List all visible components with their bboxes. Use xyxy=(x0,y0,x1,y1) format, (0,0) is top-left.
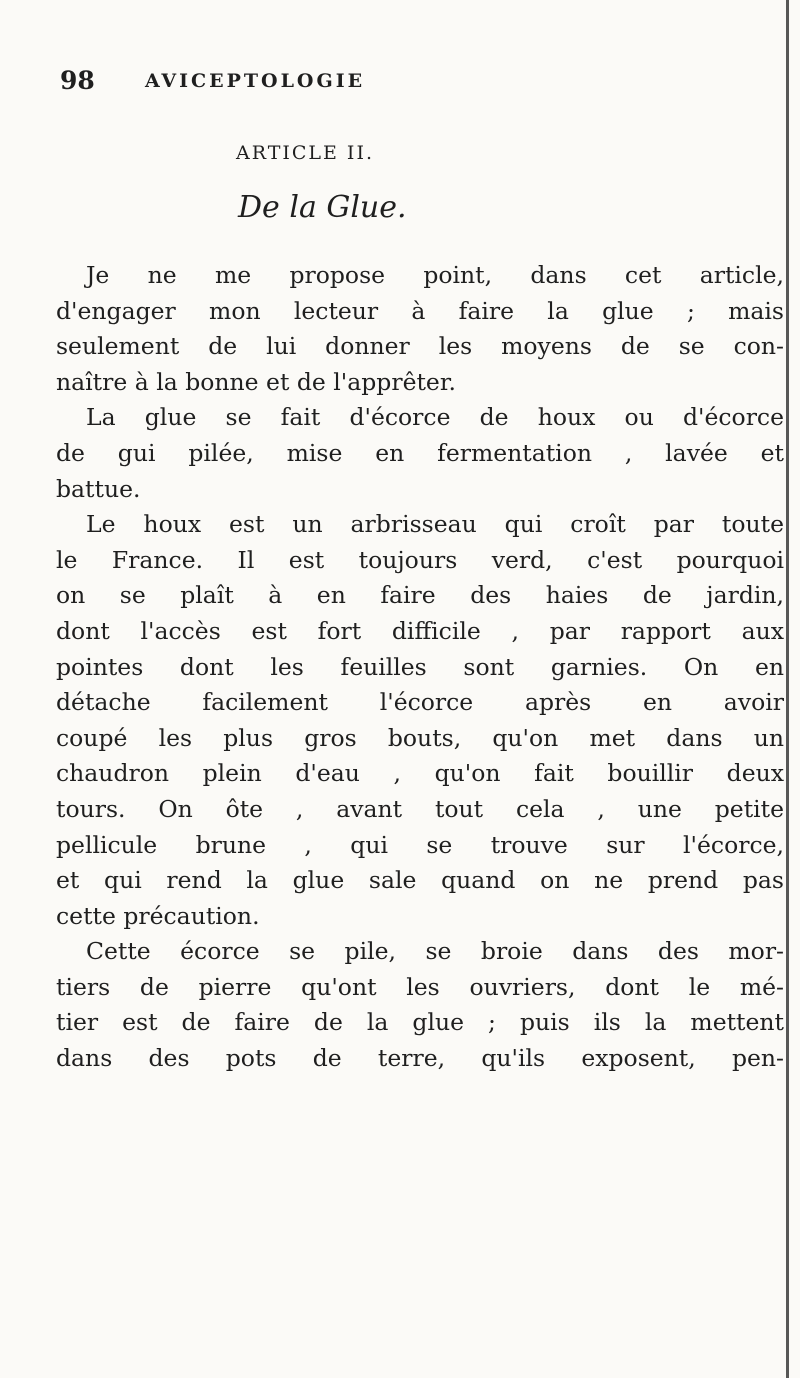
article-title: De la Glue. xyxy=(238,190,407,225)
text-line: dont l'accès est fort difficile , par rapport aux xyxy=(56,616,784,645)
text-line: cette précaution. xyxy=(56,901,260,930)
text-line: pointes dont les feuilles sont garnies. On en xyxy=(56,652,784,681)
text-line: détache facilement l'écorce après en avoir xyxy=(56,688,784,717)
running-head: AVICEPTOLOGIE xyxy=(145,70,366,92)
text-line: naître à la bonne et de l'apprêter. xyxy=(56,367,456,396)
text-line: chaudron plein d'eau , qu'on fait bouillir deux xyxy=(56,759,784,788)
text-line: d'engager mon lecteur à faire la glue ; mais xyxy=(56,296,784,325)
text-line: tiers de pierre qu'ont les ouvriers, dont le mé- xyxy=(56,972,784,1001)
text-line: La glue se fait d'écorce de houx ou d'écorce xyxy=(86,403,784,432)
text-line: le France. Il est toujours verd, c'est pourquoi xyxy=(56,545,784,574)
page-number: 98 xyxy=(60,66,95,95)
text-line: on se plaît à en faire des haies de jardin, xyxy=(56,581,784,610)
text-line: dans des pots de terre, qu'ils exposent, pen- xyxy=(56,1044,784,1073)
text-line: seulement de lui donner les moyens de se con- xyxy=(56,332,784,361)
text-line: battue. xyxy=(56,474,141,503)
text-line: Je ne me propose point, dans cet article, xyxy=(86,261,784,289)
article-label: ARTICLE II. xyxy=(236,142,374,164)
text-line: pellicule brune , qui se trouve sur l'écorce, xyxy=(56,830,784,859)
text-line: Le houx est un arbrisseau qui croît par toute xyxy=(86,510,784,539)
text-line: tours. On ôte , avant tout cela , une petite xyxy=(56,794,784,823)
text-line: de gui pilée, mise en fermentation , lavée et xyxy=(56,438,784,467)
page-edge-line xyxy=(786,0,789,1378)
body-text xyxy=(56,258,784,1077)
text-line: coupé les plus gros bouts, qu'on met dans un xyxy=(56,723,784,752)
text-line: tier est de faire de la glue ; puis ils la mettent xyxy=(56,1008,784,1037)
page-header xyxy=(60,66,580,100)
text-line: Cette écorce se pile, se broie dans des mor- xyxy=(86,937,784,966)
text-line: et qui rend la glue sale quand on ne prend pas xyxy=(56,866,784,895)
